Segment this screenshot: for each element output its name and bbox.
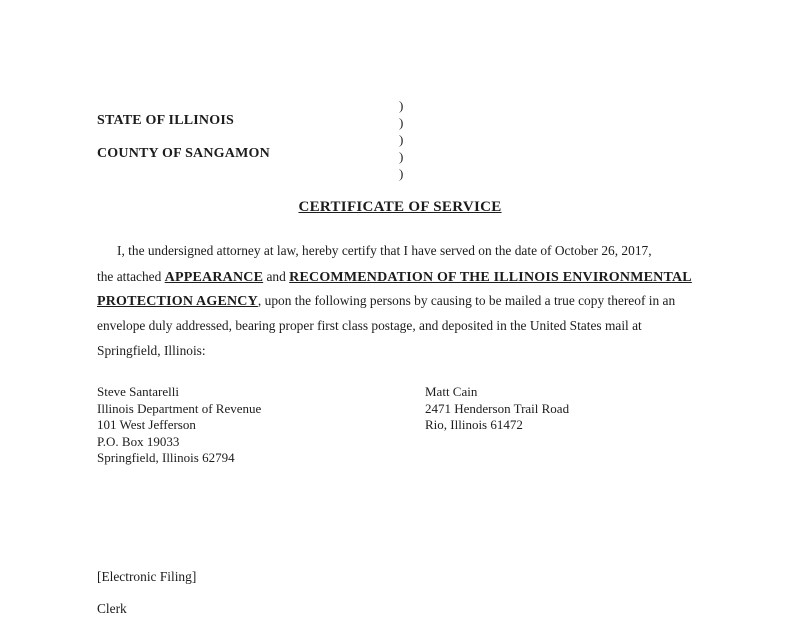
body-line-4: envelope duly addressed, bearing proper first class postage, and deposited in the United States mail at [97, 318, 642, 333]
body-line-3 [97, 293, 675, 310]
address-line: Rio, Illinois 61472 [425, 417, 523, 432]
address-line: Steve Santarelli [97, 384, 179, 399]
body-text: , upon the following persons by causing to be mailed a true copy thereof in an [257, 293, 676, 308]
body-text: the attached [97, 269, 165, 284]
recommendation-title-cont: PROTECTION AGENCY [97, 294, 258, 309]
address-line: 101 West Jefferson [97, 417, 196, 432]
caption-paren: ) [399, 166, 404, 181]
address-block-right [425, 384, 569, 434]
caption-paren: ) [399, 115, 404, 130]
address-line: P.O. Box 19033 [97, 433, 180, 449]
caption-state: STATE OF ILLINOIS [97, 113, 234, 128]
appearance-title: APPEARANCE [164, 270, 264, 285]
address-line: 2471 Henderson Trail Road [425, 400, 570, 416]
body-line-2 [97, 269, 692, 286]
address-line: Illinois Department of Revenue [97, 400, 262, 416]
address-line: Springfield, Illinois 62794 [97, 450, 235, 465]
caption-county: COUNTY OF SANGAMON [97, 146, 270, 161]
recommendation-title: RECOMMENDATION OF THE ILLINOIS ENVIRONMENTAL [289, 270, 692, 285]
caption-paren: ) [399, 149, 404, 164]
body-text: and [263, 269, 290, 284]
document-title: CERTIFICATE OF SERVICE [298, 199, 502, 215]
electronic-filing-label: [Electronic Filing] [97, 569, 197, 584]
address-line: Matt Cain [425, 384, 478, 399]
clerk-label: Clerk [97, 601, 127, 616]
body-line-5: Springfield, Illinois: [97, 343, 206, 358]
body-line-1: I, the undersigned attorney at law, hereby certify that I have served on the date of October 26, 2017, [117, 243, 652, 258]
caption-paren: ) [399, 132, 404, 147]
caption-paren: ) [399, 98, 404, 113]
address-block-left [97, 384, 261, 467]
